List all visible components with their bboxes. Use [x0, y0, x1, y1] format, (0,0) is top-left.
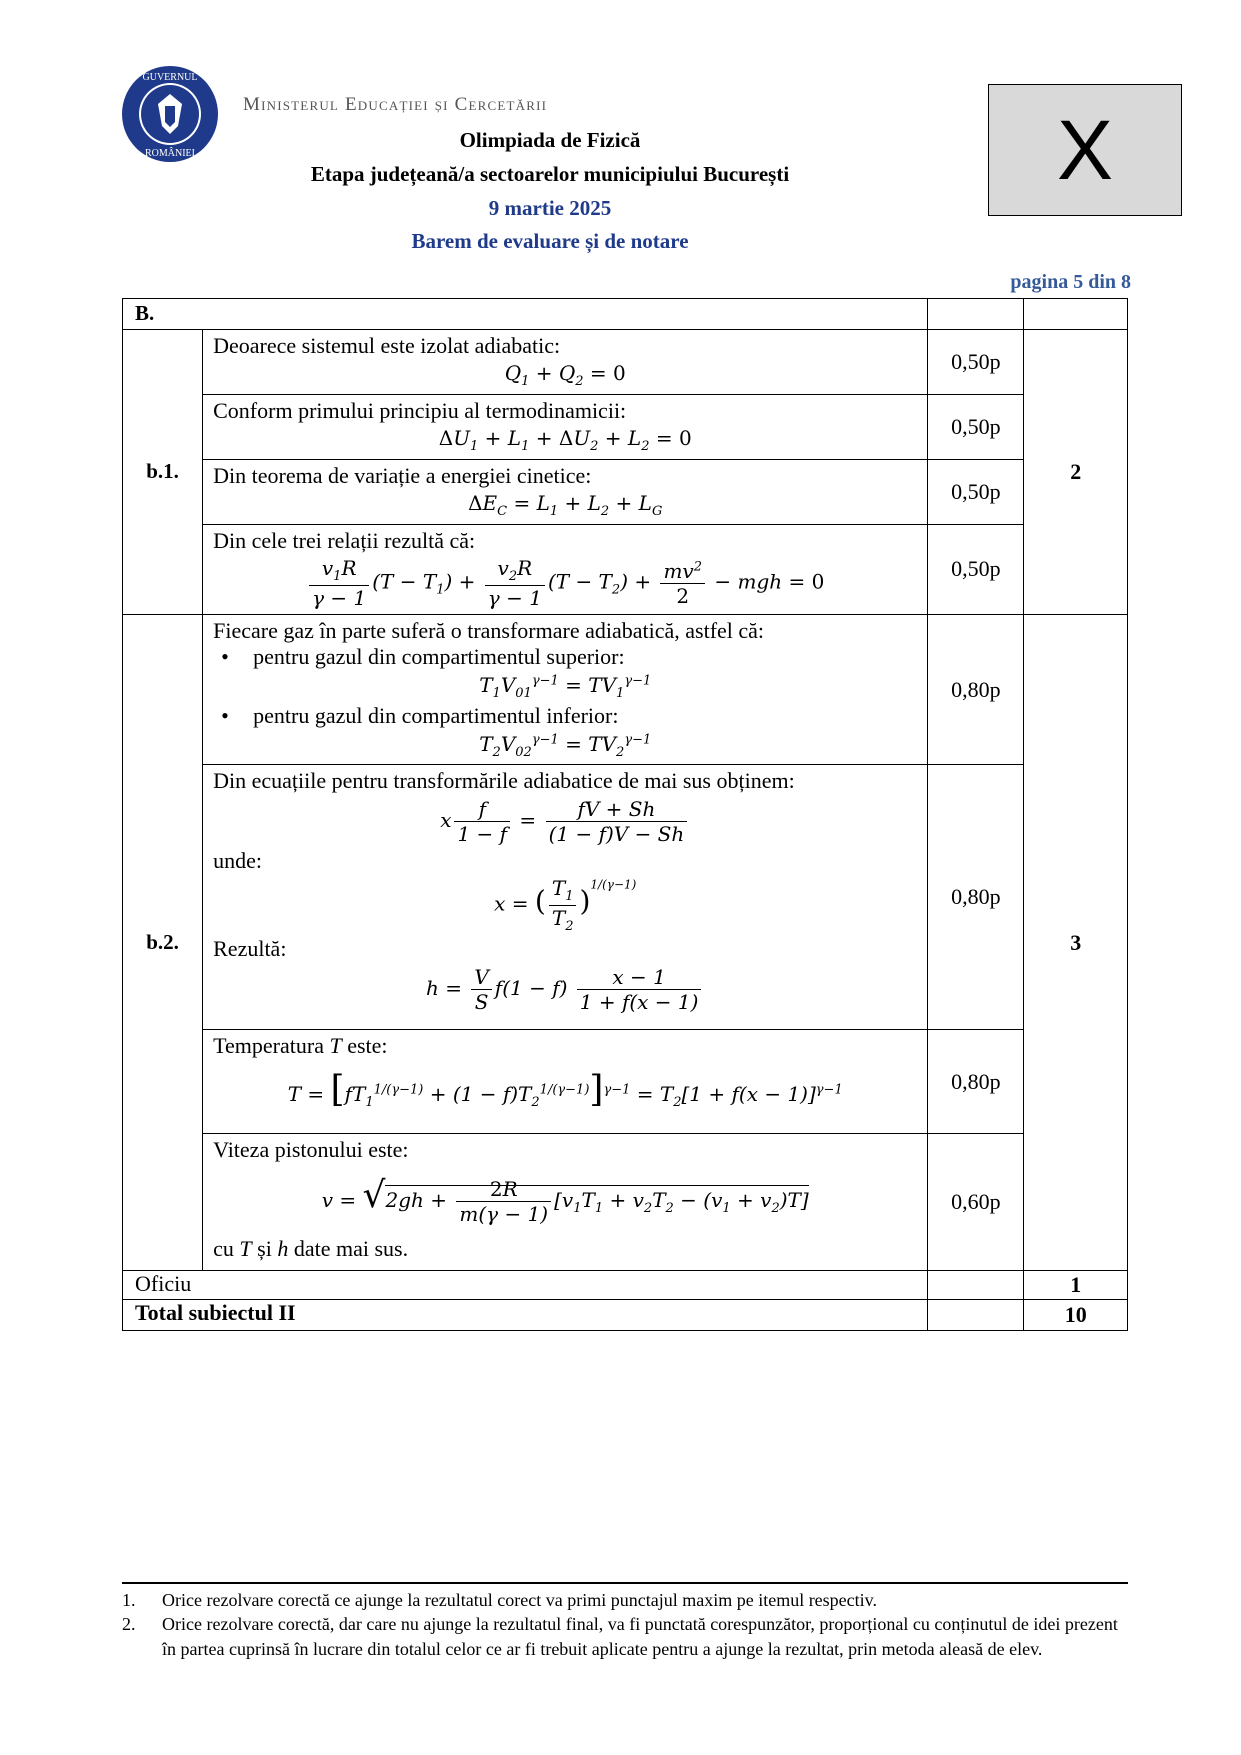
oficiu-points: 1 [1024, 1271, 1128, 1300]
page-number: pagina 5 din 8 [1010, 271, 1131, 293]
b2-total: 3 [1024, 614, 1128, 1270]
footnote-divider [122, 1582, 1128, 1584]
b1-total: 2 [1024, 330, 1128, 615]
b2-r1-formula2: $T_2V_{02}^{\gamma-1} = TV_2^{\gamma-1}$ [479, 731, 652, 760]
b1-r4-formula: $\frac{v_1R}{\gamma - 1}$ $(T - T_1)$ + $\frac{v_2R}{\gamma - 1}$ $(T - T_2)$ + $\frac{mv^2}{2}$ − mgh = 0 [213, 556, 917, 610]
table-row [123, 459, 1128, 524]
footnote-number: 2. [122, 1614, 136, 1635]
table-row [123, 614, 1128, 764]
b2-r3-points: 0,80p [928, 1030, 1024, 1134]
b2-r2-points: 0,80p [928, 765, 1024, 1030]
b2-r2-result: Rezultă: [213, 936, 287, 962]
b2-r3-formula: $T = [fT_1^{1/(\gamma-1)} + (1 - f)T_2^{1/(\gamma-1)}]^{\gamma-1} = T_2[1 + f(x - 1)]^{\gamma-1}$ [287, 1068, 843, 1110]
table-row [123, 1134, 1128, 1271]
oficiu-label: Oficiu [123, 1271, 928, 1300]
b2-r1-points: 0,80p [928, 614, 1024, 764]
b1-r4-text: Din cele trei relații rezultă că: [213, 527, 476, 553]
footnote-text: Orice rezolvare corectă, dar care nu ajunge la rezultatul final, va fi punctată corespunzător, proporțional cu conținutul de idei prezent în partea cuprinsă în lucrare din totalul celor ce ar fi trebuit aplicate pentru a ajunge la rezultat, prin metoda aleasă de elev. [162, 1614, 1118, 1659]
logo-text-bottom: ROMÂNIEI [145, 148, 195, 159]
table-row [123, 765, 1128, 1030]
b1-r2-text: Conform primului principiu al termodinamicii: [213, 397, 627, 423]
footnote-item [122, 1588, 1128, 1612]
footnote-number: 1. [122, 1590, 136, 1610]
b1-r4-points: 0,50p [928, 524, 1024, 614]
b2-r2-text: Din ecuațiile pentru transformările adiabatice de mai sus obținem: [213, 768, 795, 794]
table-row [123, 394, 1128, 459]
document-type: Barem de evaluare și de notare [411, 229, 689, 253]
section-row [123, 299, 1128, 330]
b1-r2-formula: $\Delta U_1 + L_1 + \Delta U_2 + L_2 = 0$ [438, 426, 692, 455]
item-label-b2: b.2. [123, 614, 203, 1270]
logo-text-top: GUVERNUL [142, 72, 198, 83]
ministry-name: Ministerul Educației și Cercetării [243, 94, 548, 115]
b1-r3-points: 0,50p [928, 459, 1024, 524]
b2-r1-text: Fiecare gaz în parte suferă o transformare adiabatică, astfel că: [213, 617, 765, 643]
table-row [123, 524, 1128, 614]
exam-date: 9 martie 2025 [488, 196, 612, 220]
b1-r1-text: Deoarece sistemul este izolat adiabatic: [213, 333, 561, 358]
b1-r1-points: 0,50p [928, 330, 1024, 395]
total-row [123, 1300, 1128, 1331]
b2-r2-formula1: x $\frac{f}{1 - f}$ = $\frac{fV + Sh}{(1 - f)V - Sh}$ [213, 797, 917, 846]
olympiad-title: Olimpiada de Fizică [459, 128, 641, 152]
grading-table [122, 298, 1128, 1331]
b2-r3-text: Temperatura T este: [213, 1033, 388, 1059]
table-row [123, 1030, 1128, 1134]
b2-r2-where: unde: [213, 847, 263, 873]
footnotes [122, 1588, 1128, 1661]
b1-r1-formula: $Q_1 + Q_2 = 0$ [504, 361, 626, 390]
section-label: B. [123, 299, 928, 330]
b2-r4-points: 0,60p [928, 1134, 1024, 1271]
b2-r4-tail: cu T și h date mai sus. [213, 1235, 409, 1261]
stage-title: Etapa județeană/a sectoarelor municipiului București [310, 162, 790, 186]
b1-r3-text: Din teorema de variație a energiei cinetice: [213, 462, 592, 488]
b2-r1-bullet2: • pentru gazul din compartimentul inferior: [213, 703, 917, 729]
footnote-text: Orice rezolvare corectă ce ajunge la rezultatul corect va primi punctajul maxim pe itemul respectiv. [162, 1590, 877, 1610]
b2-r2-formula3: h = $\frac{V}{S}$ f(1 − f) $\frac{x - 1}{1 + f(x - 1)}$ [213, 965, 917, 1014]
total-label: Total subiectul II [123, 1300, 928, 1331]
b2-r4-formula: v = √2gh + $\frac{2R}{m(\gamma - 1)}$ $[v_1T_1 + v_2T_2 - (v_1 + v_2)T]$ [321, 1174, 809, 1226]
item-label-b1: b.1. [123, 330, 203, 615]
b1-r2-points: 0,50p [928, 394, 1024, 459]
b2-r1-bullet1: • pentru gazul din compartimentul superior: [213, 644, 917, 670]
footnote-item [122, 1612, 1128, 1661]
b1-r3-formula: $\Delta E_C = L_1 + L_2 + L_G$ [468, 491, 663, 520]
b2-r2-formula2: x = ( $\frac{T_1}{T_2}$ )$^{1/(\gamma-1)}$ [494, 876, 637, 934]
table-row [123, 330, 1128, 395]
total-points: 10 [1024, 1300, 1128, 1331]
oficiu-row [123, 1271, 1128, 1300]
b2-r1-formula1: $T_1V_{01}^{\gamma-1} = TV_1^{\gamma-1}$ [479, 672, 652, 701]
grade-box: X [988, 84, 1182, 216]
b2-r4-text: Viteza pistonului este: [213, 1137, 409, 1163]
